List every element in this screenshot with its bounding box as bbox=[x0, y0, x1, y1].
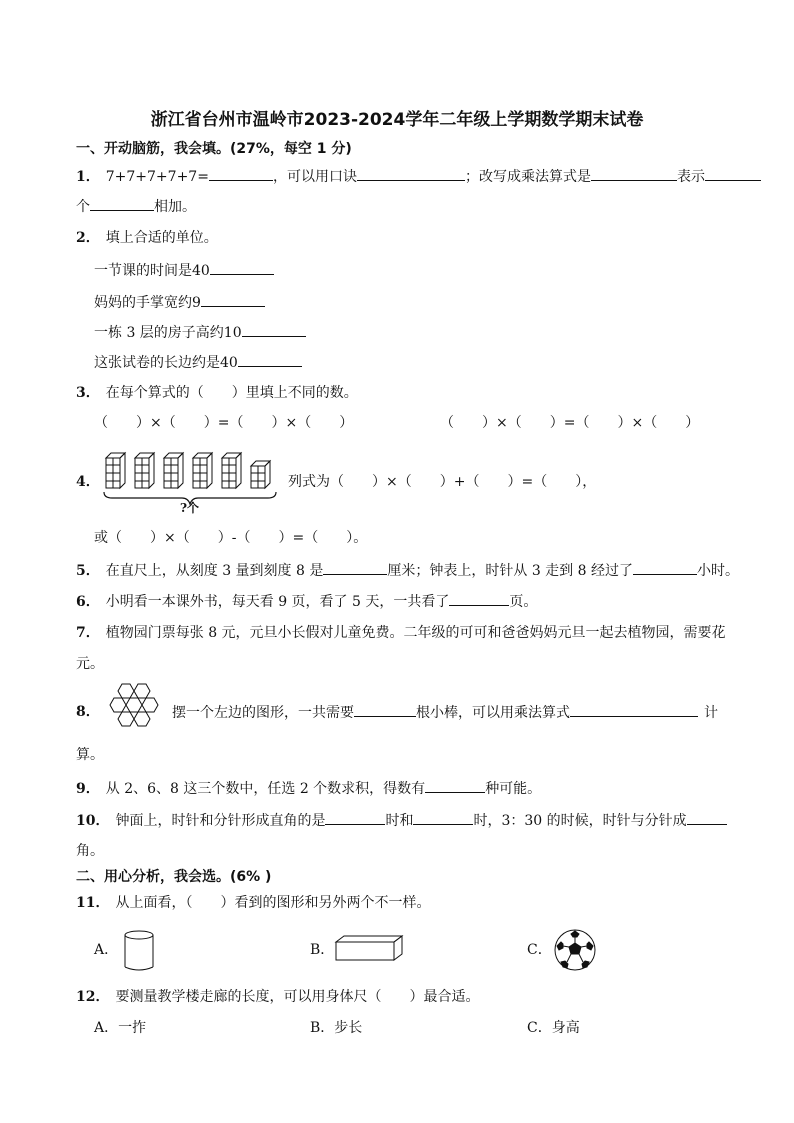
hexagon bbox=[134, 712, 150, 726]
item-text: 这张试卷的长边约是40 bbox=[94, 355, 238, 371]
answer-blank[interactable] bbox=[633, 560, 697, 575]
option-b-label[interactable]: B． bbox=[310, 942, 335, 958]
answer-blank[interactable] bbox=[357, 166, 465, 181]
question-number: 5． bbox=[76, 563, 100, 579]
option-c[interactable]: C．身高 bbox=[527, 1020, 580, 1036]
cube-stack bbox=[222, 453, 241, 488]
question-1-line-2 bbox=[76, 196, 196, 217]
answer-blank[interactable] bbox=[570, 702, 698, 717]
question-number: 3． bbox=[76, 385, 100, 401]
question-number: 12． bbox=[76, 989, 110, 1005]
item-text: 妈妈的手掌宽约9 bbox=[94, 295, 201, 311]
answer-blank[interactable] bbox=[210, 260, 274, 275]
answer-blank[interactable] bbox=[354, 702, 416, 717]
question-3 bbox=[76, 383, 358, 403]
section-heading-2: 二、用心分析，我会选。(6% ) bbox=[76, 869, 272, 885]
question-number: 1． bbox=[76, 169, 100, 185]
question-text: 表示 bbox=[676, 169, 705, 185]
cuboid-image bbox=[334, 934, 404, 964]
question-12 bbox=[76, 987, 479, 1007]
question-text: 页。 bbox=[509, 594, 538, 610]
question-7-line-2: 元。 bbox=[76, 656, 104, 672]
hexagon bbox=[110, 698, 126, 712]
question-text: 填上合适的单位。 bbox=[105, 230, 218, 246]
answer-blank[interactable] bbox=[238, 352, 302, 367]
question-8-text bbox=[172, 702, 718, 723]
hexagon bbox=[142, 698, 158, 712]
page-title: 浙江省台州市温岭市2023-2024学年二年级上学期数学期末试卷 bbox=[150, 110, 644, 130]
question-text: ；改写成乘法算式是 bbox=[464, 169, 591, 185]
section-heading-1: 一、开动脑筋，我会填。(27%，每空 1 分) bbox=[76, 141, 352, 157]
cube-stack bbox=[193, 453, 212, 488]
hexagon-stick-figure bbox=[104, 682, 164, 730]
answer-blank[interactable] bbox=[591, 166, 677, 181]
question-10 bbox=[76, 810, 727, 831]
question-text: 植物园门票每张 8 元，元旦小长假对儿童免费。二年级的可可和爸爸妈妈元旦一起去植物园，需要花 bbox=[105, 625, 726, 641]
question-text: 个 bbox=[76, 199, 90, 215]
answer-blank[interactable] bbox=[705, 166, 761, 181]
question-2-item bbox=[94, 260, 274, 281]
question-text: 时和 bbox=[385, 813, 414, 829]
option-a-label[interactable]: A． bbox=[94, 942, 119, 958]
question-2-item bbox=[94, 352, 302, 373]
question-number: 8． bbox=[76, 704, 100, 720]
answer-blank[interactable] bbox=[425, 778, 485, 793]
question-text: 根小棒，可以用乘法算式 bbox=[416, 705, 570, 721]
question-text: 钟面上，时针和分针形成直角的是 bbox=[115, 813, 326, 829]
question-text: 7+7+7+7+7= bbox=[105, 169, 209, 185]
question-11 bbox=[76, 893, 430, 913]
cube-stack bbox=[106, 453, 125, 488]
option-b[interactable]: B．步长 bbox=[310, 1020, 363, 1036]
question-5 bbox=[76, 560, 739, 581]
question-2-item bbox=[94, 292, 265, 313]
question-number: 4． bbox=[76, 474, 100, 490]
question-10-line-2: 角。 bbox=[76, 843, 104, 859]
question-number: 9． bbox=[76, 781, 100, 797]
answer-blank[interactable] bbox=[323, 560, 387, 575]
hexagon bbox=[126, 698, 142, 712]
cube-stack bbox=[164, 453, 183, 488]
question-text: 在直尺上，从刻度 3 量到刻度 8 是 bbox=[105, 563, 324, 579]
question-text: 厘米；钟表上，时针从 3 走到 8 经过了 bbox=[387, 563, 633, 579]
question-text: 摆一个左边的图形，一共需要 bbox=[172, 705, 354, 721]
question-number: 7． bbox=[76, 625, 100, 641]
question-6 bbox=[76, 591, 537, 612]
question-4-text: 列式为（ ）×（ ）+（ ）=（ ）， bbox=[288, 474, 597, 490]
question-8-number bbox=[76, 702, 106, 722]
question-text: 计 bbox=[704, 705, 718, 721]
question-8-line-2: 算。 bbox=[76, 747, 104, 763]
question-number: 11． bbox=[76, 895, 110, 911]
question-text: 小时。 bbox=[697, 563, 739, 579]
hexagon bbox=[118, 712, 134, 726]
question-text: 时，3：30 的时候，时针与分针成 bbox=[473, 813, 687, 829]
question-text: 小明看一本课外书，每天看 9 页，看了 5 天，一共看了 bbox=[105, 594, 450, 610]
equation-left: （ ）×（ ）=（ ）×（ ） bbox=[94, 415, 354, 431]
answer-blank[interactable] bbox=[449, 591, 509, 606]
question-2 bbox=[76, 228, 218, 248]
soccer-ball-image bbox=[553, 928, 597, 972]
option-a[interactable]: A．一拃 bbox=[94, 1020, 147, 1036]
question-text: 从 2、6、8 这三个数中，任选 2 个数求积，得数有 bbox=[105, 781, 426, 797]
question-text: 要测量教学楼走廊的长度，可以用身体尺（ ）最合适。 bbox=[115, 989, 480, 1005]
question-2-item bbox=[94, 322, 306, 343]
answer-blank[interactable] bbox=[687, 810, 727, 825]
equation-right: （ ）×（ ）=（ ）×（ ） bbox=[440, 415, 700, 431]
brace-label: ?个 bbox=[180, 501, 200, 515]
answer-blank[interactable] bbox=[413, 810, 473, 825]
question-text: 种可能。 bbox=[485, 781, 542, 797]
question-7 bbox=[76, 623, 726, 643]
question-1-line-1 bbox=[76, 166, 761, 187]
answer-blank[interactable] bbox=[90, 196, 154, 211]
hexagon bbox=[134, 684, 150, 698]
question-number: 10． bbox=[76, 813, 110, 829]
item-text: 一栋 3 层的房子高约10 bbox=[94, 325, 242, 341]
answer-blank[interactable] bbox=[242, 322, 306, 337]
option-c-label[interactable]: C． bbox=[527, 942, 552, 958]
question-4-line-2: 或（ ）×（ ）-（ ）=（ ）。 bbox=[94, 530, 368, 546]
item-text: 一节课的时间是40 bbox=[94, 263, 210, 279]
cylinder-image bbox=[122, 929, 156, 973]
question-text: ，可以用口诀 bbox=[272, 169, 357, 185]
cube-stack bbox=[135, 453, 154, 488]
answer-blank[interactable] bbox=[201, 292, 265, 307]
question-number: 2． bbox=[76, 230, 100, 246]
question-number: 6． bbox=[76, 594, 100, 610]
answer-blank[interactable] bbox=[209, 166, 273, 181]
question-text: 相加。 bbox=[154, 199, 196, 215]
cube-stack-short bbox=[251, 461, 270, 488]
question-9 bbox=[76, 778, 541, 799]
answer-blank[interactable] bbox=[325, 810, 385, 825]
question-text: 从上面看，（ ）看到的图形和另外两个不一样。 bbox=[115, 895, 431, 911]
hexagon bbox=[118, 684, 134, 698]
question-text: 在每个算式的（ ）里填上不同的数。 bbox=[105, 385, 358, 401]
